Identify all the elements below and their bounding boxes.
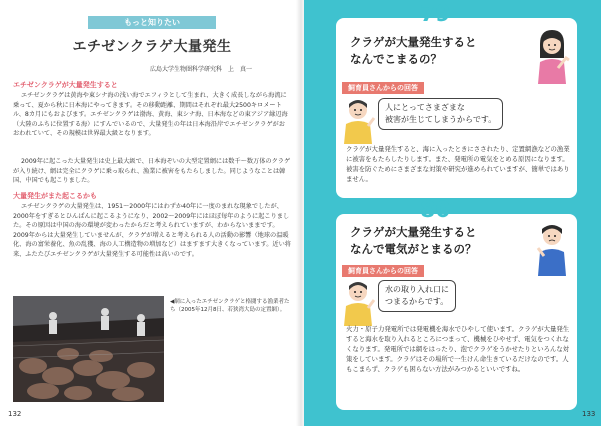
bubble-80-line-2: つまるからです。	[385, 297, 449, 306]
author-line: 広島大学生物圏科学研究科 上 真一	[150, 66, 253, 73]
section-heading-2: 大量発生がまた起こるかも	[13, 192, 97, 200]
bubble-79-line-2: 被害が生じてしまうからです。	[385, 115, 497, 124]
caption-text: 網に入ったエチゼンクラゲと格闘する漁業者たち（2005年12月8日、若狭湾大島の定置網）。	[170, 299, 290, 313]
page-number-right: 133	[582, 410, 596, 418]
jellyfish-net-photo	[13, 296, 164, 402]
question-number-79: 79	[420, 2, 451, 27]
section-heading-1: エチゼンクラゲが大量発生すると	[13, 81, 118, 89]
zookeeper-illustration-icon	[340, 96, 376, 144]
answer-79-text: クラゲが大量発生すると、海に入ったときにさされたり、定置網漁などの漁業に被害をもたらしたりします。また、発電所の電気をとめる原因になります。被害を防ぐためにさまざまな対策や研究が進められていますが、簡単ではありません。	[346, 145, 570, 183]
question-80-line-1: クラゲが大量発生すると	[350, 225, 477, 239]
question-80-text	[350, 224, 477, 258]
answer-80-text: 火力・原子力発電所では発電機を海水でひやして使います。クラゲが大量発生すると海水を取り入れるところにつまって、機械をひやせず、電気をつくれなくなります。発電所では網をはったり、泡でクラゲをうかせたりといろんな対策をしています。クラゲはその場所で一生けん命生きているだけなのです。人もこまらず、クラゲも困らない方法がみつかるといいですね。	[346, 325, 570, 373]
boy-illustration-icon	[532, 220, 572, 276]
article-title: エチゼンクラゲ大量発生	[72, 39, 232, 55]
caption-bullet-icon: ◀	[170, 299, 175, 305]
girl-illustration-icon	[532, 28, 572, 84]
section-band: もっと知りたい	[88, 16, 216, 29]
section-2-paragraph: エチゼンクラゲの大量発生は、1951〜2000年にはわずか40年に一度のまれな現象でしたが、2000年をすぎるとひんぱんに起こるようになり、2002〜2009年にはほぼ毎年のように起こりました。その原因は中国の海の環境が変わったからだと考えられていますが、わからないままです。2009年からは大量発生していませんが、クラゲが増えると考えられる人の活動の影響（地球の温暖化、海の富栄養化、魚の乱獲、海の人工構造物の増加など）はますます大きくなっています。近い将来、ふたたびエチゼンクラゲが大量発生する可能性は高いのです。	[13, 203, 291, 258]
question-79-line-2: なんでこまるの？	[350, 52, 442, 66]
question-80-line-2: なんで電気がとまるの？	[350, 242, 477, 256]
section-1-paragraph-2: 2009年に起こった大量発生は史上最大級で、日本海ぞいの大型定置網には数千〜数万体のクラゲが入り続け、網は完全にクラゲに乗っ取られ、漁業に被害をもたらしました。同じようなことは韓国、中国でも起こりました。	[13, 158, 291, 185]
bubble-79-line-1: 人にとってさまざまな	[385, 103, 465, 112]
question-79-line-1: クラゲが大量発生すると	[350, 35, 477, 49]
answer-ribbon-80: 飼育員さんからの回答	[342, 265, 424, 277]
photo-caption	[170, 298, 292, 314]
question-79-text	[350, 34, 477, 68]
answer-ribbon-79: 飼育員さんからの回答	[342, 82, 424, 94]
question-number-80: 80	[420, 198, 451, 223]
zookeeper-illustration-2-icon	[340, 278, 376, 326]
section-1-paragraph: エチゼンクラゲは黄海や東シナ海の浅い海でエフィラとして生まれ、大きく成長しながら海流に乗って、夏から秋に日本海にやってきます。その移動距離、期間はそれぞれ最大2500キロメートル、8カ月にもおよびます。エチゼンクラゲは渤海、黄海、東シナ海、日本海などの東アジア縁辺海（大陸のふちに位置する海）にすんでいるので、大量発生の年は日本海沿岸でエチゼンクラゲがおおわれていて、その規模は世界最大級となります。	[13, 92, 288, 138]
page-number-left: 132	[8, 410, 22, 418]
answer-bubble-80	[378, 280, 456, 312]
answer-bubble-79	[378, 98, 503, 130]
bubble-80-line-1: 水の取り入れ口に	[385, 285, 449, 294]
